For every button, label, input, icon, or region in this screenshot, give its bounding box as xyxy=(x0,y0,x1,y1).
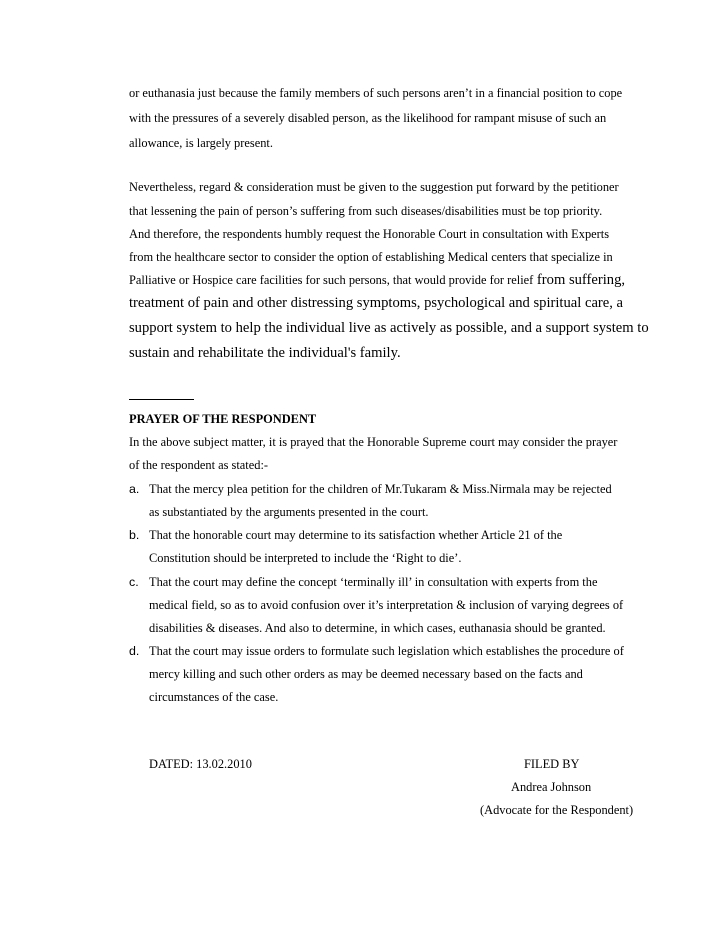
paragraph2-line-part: from suffering, xyxy=(533,272,626,288)
section-divider xyxy=(129,399,194,400)
paragraph2-line: Nevertheless, regard & consideration must be given to the suggestion put forward by the petitioner xyxy=(129,180,619,194)
paragraph2-line: from the healthcare sector to consider the option of establishing Medical centers that specialize in xyxy=(129,250,613,264)
advocate-name: Andrea Johnson xyxy=(511,780,592,794)
prayer-heading: PRAYER OF THE RESPONDENT xyxy=(129,412,317,426)
paragraph2-line: that lessening the pain of person’s suffering from such diseases/disabilities must be top priority. xyxy=(129,204,603,218)
list-item-line: circumstances of the case. xyxy=(149,690,279,704)
paragraph2-line: And therefore, the respondents humbly request the Honorable Court in consultation with Experts xyxy=(129,227,610,241)
dated-label: DATED: 13.02.2010 xyxy=(149,757,252,771)
list-marker: b. xyxy=(129,528,140,542)
paragraph2-line-part: Palliative or Hospice care facilities for such persons, that would provide for relief xyxy=(129,273,534,287)
list-marker: c. xyxy=(129,575,139,589)
list-item-line: That the court may define the concept ‘terminally ill’ in consultation with experts from the xyxy=(149,575,598,589)
list-item-line: mercy killing and such other orders as may be deemed necessary based on the facts and xyxy=(149,667,583,681)
list-item-line: medical field, so as to avoid confusion over it’s interpretation & inclusion of varying degrees of xyxy=(149,598,624,612)
list-marker: d. xyxy=(129,644,140,658)
paragraph2-line: sustain and rehabilitate the individual's family. xyxy=(129,345,401,361)
list-item-line: That the mercy plea petition for the children of Mr.Tukaram & Miss.Nirmala may be rejected xyxy=(149,482,612,496)
paragraph1-line: or euthanasia just because the family members of such persons aren’t in a financial position to cope xyxy=(129,86,623,100)
paragraph2-line: support system to help the individual live as actively as possible, and a support system to xyxy=(129,320,649,336)
list-item-line: That the court may issue orders to formulate such legislation which establishes the procedure of xyxy=(149,644,624,658)
list-item-line: disabilities & diseases. And also to determine, in which cases, euthanasia should be granted. xyxy=(149,621,606,635)
paragraph2-line: treatment of pain and other distressing symptoms, psychological and spiritual care, a xyxy=(129,295,624,311)
paragraph1-line: allowance, is largely present. xyxy=(129,136,273,150)
list-item-line: as substantiated by the arguments presented in the court. xyxy=(149,505,429,519)
filed-by-label: FILED BY xyxy=(524,757,580,771)
advocate-role: (Advocate for the Respondent) xyxy=(480,803,634,817)
paragraph2-line xyxy=(129,272,625,288)
prayer-intro-line: In the above subject matter, it is prayed that the Honorable Supreme court may consider the prayer xyxy=(129,435,618,449)
list-item-line: Constitution should be interpreted to include the ‘Right to die’. xyxy=(149,551,462,565)
paragraph1-line: with the pressures of a severely disabled person, as the likelihood for rampant misuse of such an xyxy=(129,111,607,125)
list-item-line: That the honorable court may determine to its satisfaction whether Article 21 of the xyxy=(149,528,563,542)
prayer-intro-line: of the respondent as stated:- xyxy=(129,458,269,472)
list-marker: a. xyxy=(129,482,140,496)
